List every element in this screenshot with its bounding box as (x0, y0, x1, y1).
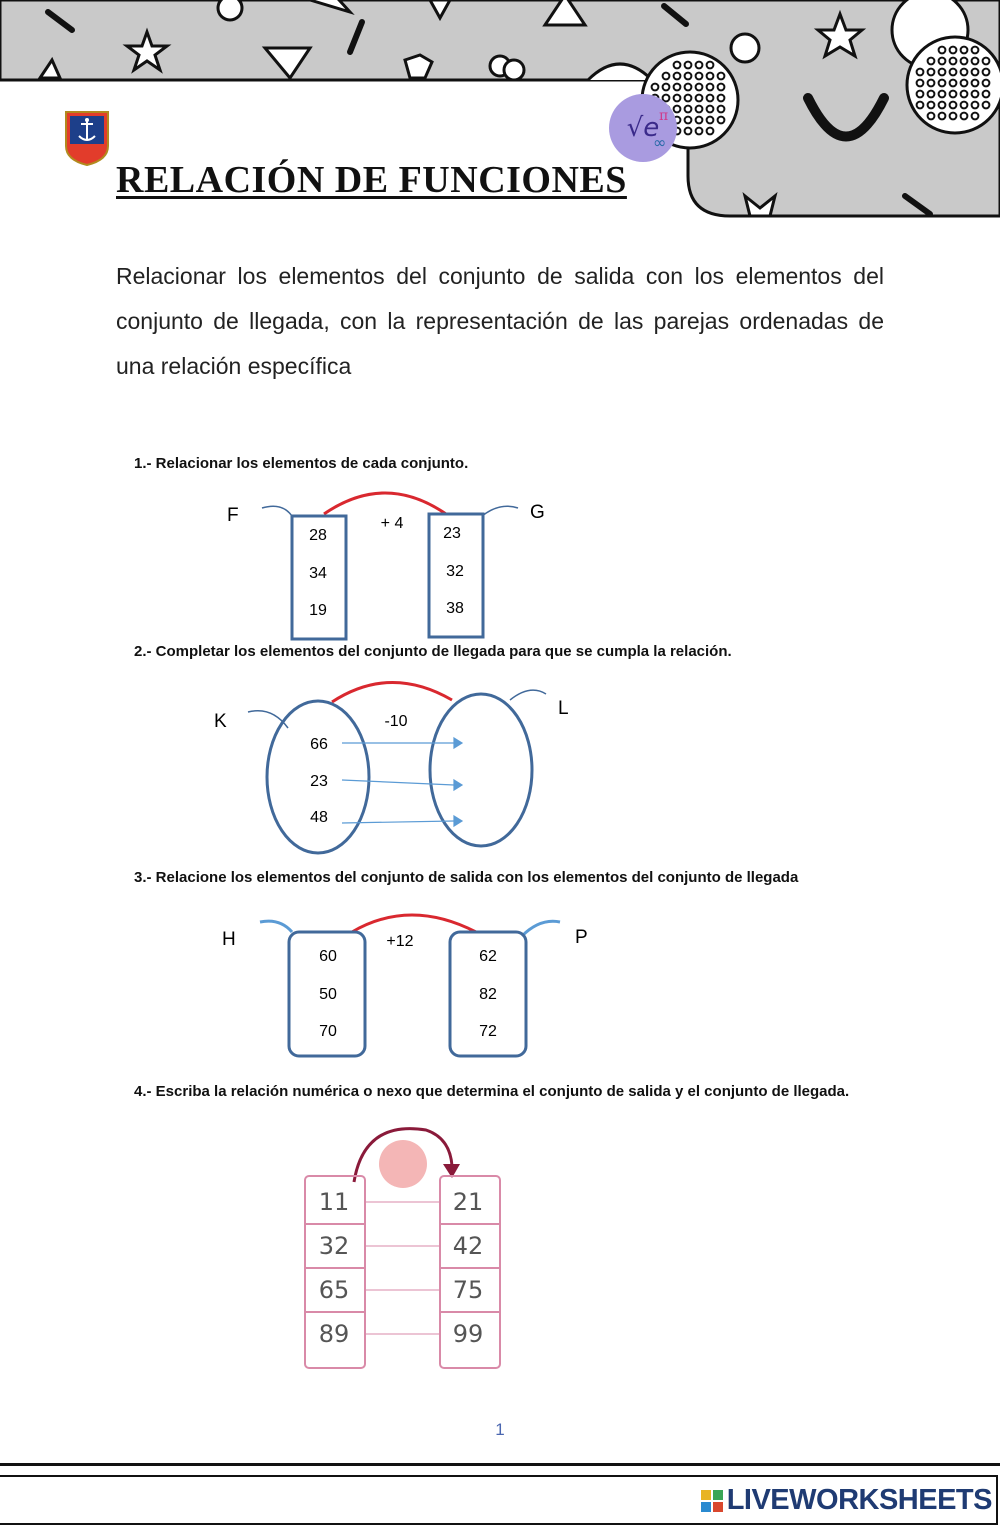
set-label-K: K (214, 711, 227, 732)
q3-right-1: 82 (479, 986, 497, 1003)
q3-left-1: 50 (319, 986, 337, 1003)
rule-label: -10 (384, 713, 408, 730)
question-4: 4.- Escriba la relación numérica o nexo que determina el conjunto de salida y el conjunto de llegada. (134, 1083, 850, 1100)
question-3: 3.- Relacione los elementos del conjunto de salida con los elementos del conjunto de llegada (134, 869, 799, 886)
set-label-P: P (575, 927, 588, 948)
q2-left-2: 48 (310, 809, 328, 826)
rule-blank-circle (379, 1140, 427, 1188)
question-1: 1.- Relacionar los elementos de cada conjunto. (134, 455, 469, 472)
set-label-H: H (222, 929, 236, 950)
set-L-ellipse (430, 694, 532, 846)
q4-left-1: 32 (318, 1232, 350, 1260)
set-label-L: L (558, 698, 569, 719)
q1-right-1: 32 (446, 563, 464, 580)
rule-label: +12 (386, 933, 414, 950)
q4-left-2: 65 (318, 1276, 350, 1304)
brand-grid-icon (678, 1488, 700, 1510)
q4-right-1: 42 (452, 1232, 484, 1260)
intro-paragraph: Relacionar los elementos del conjunto de salida con los elementos del conjunto de llegada, con la representación de las parejas ordenadas de una relación específica (116, 263, 884, 379)
q4-diagram (290, 1124, 520, 1374)
q3-right-2: 72 (479, 1023, 497, 1040)
q1-left-1: 34 (309, 565, 327, 582)
page-number: 1 (495, 1420, 505, 1439)
q3-left-0: 60 (319, 948, 337, 965)
q3-right-0: 62 (479, 948, 497, 965)
math-logo (607, 92, 679, 164)
q3-left-2: 70 (319, 1023, 337, 1040)
q1-right-2: 38 (446, 600, 464, 617)
q2-left-1: 23 (310, 773, 328, 790)
q1-right-0: 23 (443, 525, 461, 542)
q4-left-0: 11 (318, 1188, 350, 1216)
svg-text:π: π (659, 108, 669, 124)
q4-right-2: 75 (452, 1276, 484, 1304)
q4-left-3: 89 (318, 1320, 350, 1348)
q2-left-0: 66 (310, 736, 328, 753)
q1-diagram (200, 480, 600, 650)
rule-label: + 4 (380, 515, 404, 532)
question-2: 2.- Completar los elementos del conjunto de llegada para que se cumpla la relación. (134, 643, 732, 660)
q4-right-0: 21 (452, 1188, 484, 1216)
q3-diagram (200, 900, 600, 1065)
footer-divider (0, 1463, 1000, 1466)
school-crest-logo (64, 110, 110, 166)
q2-diagram (200, 672, 600, 862)
brand-logo[interactable] (701, 1484, 992, 1517)
page-title: RELACIÓN DE FUNCIONES (116, 159, 627, 201)
brand-icon (701, 1490, 723, 1512)
set-label-F: F (227, 505, 239, 526)
brand-text: LIVEWORKSHEETS (726, 1484, 992, 1516)
q4-right-3: 99 (452, 1320, 484, 1348)
svg-text:√e: √e (626, 113, 660, 143)
set-label-G: G (530, 502, 545, 523)
svg-text:∞: ∞ (653, 133, 667, 152)
q1-left-0: 28 (309, 527, 327, 544)
q1-left-2: 19 (309, 602, 327, 619)
